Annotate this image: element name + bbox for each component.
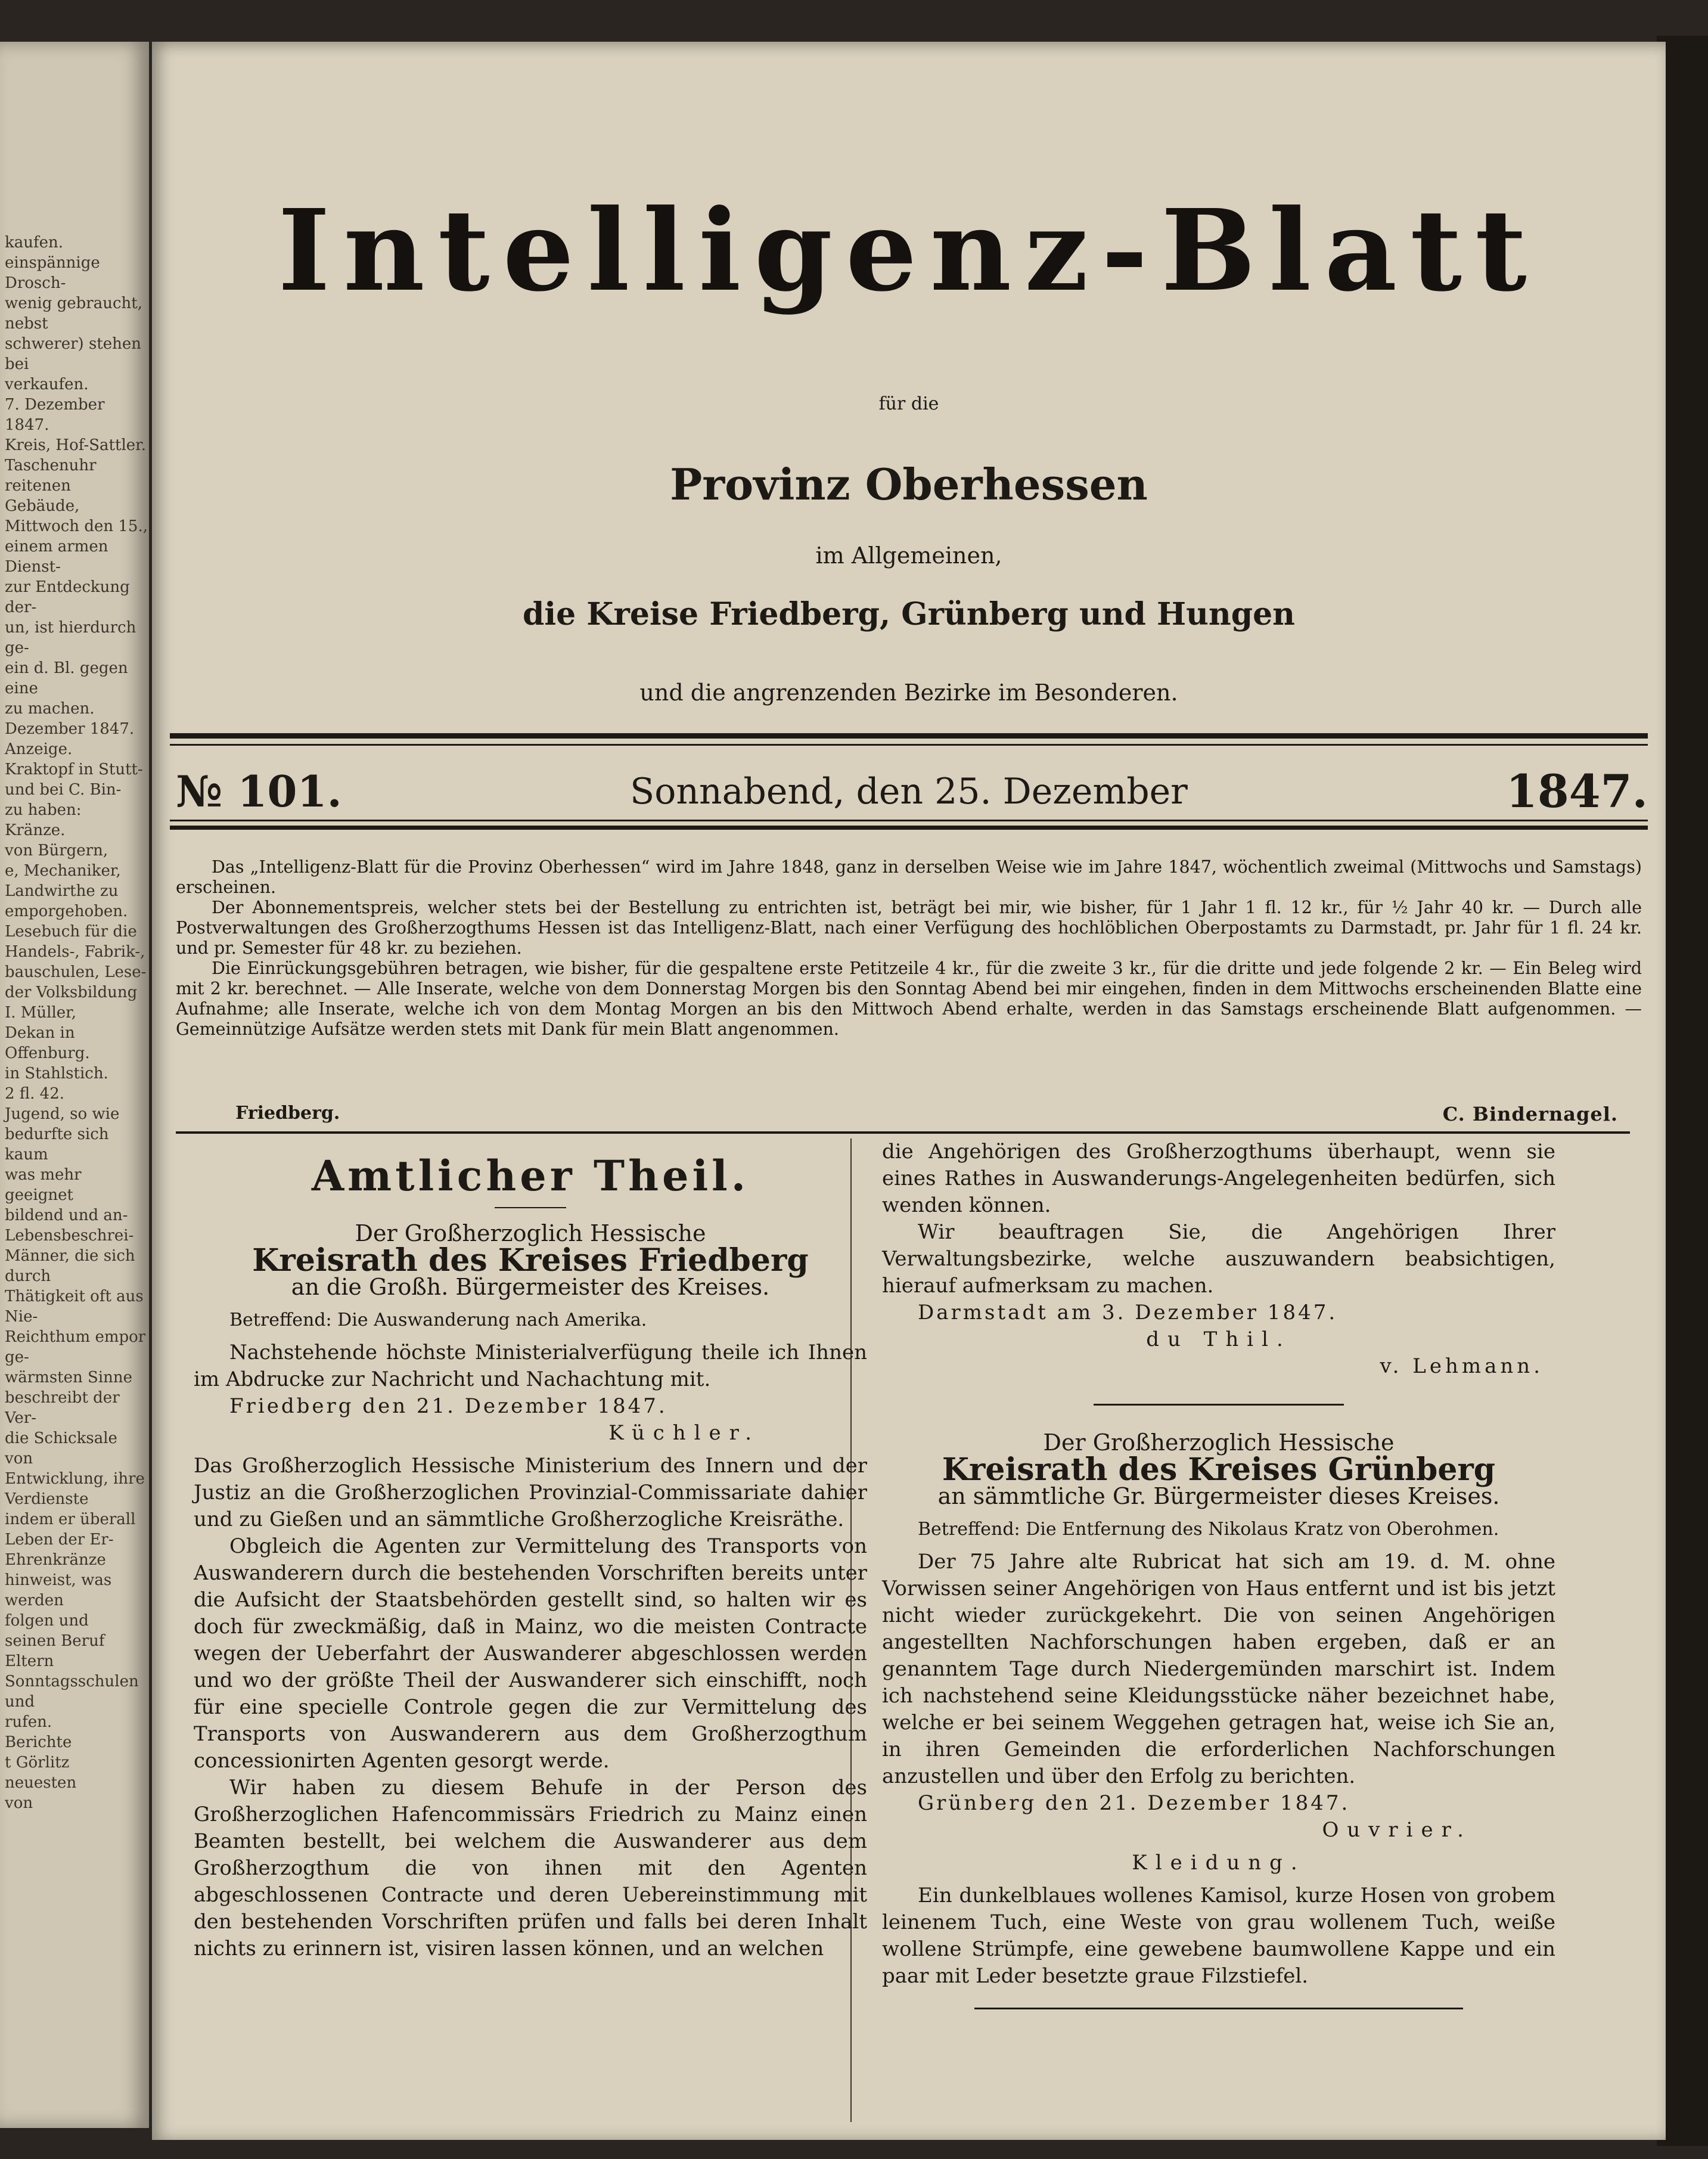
body-paragraph: Der 75 Jahre alte Rubricat hat sich am 19. d. M. ohne Vorwissen seiner Angehörigen von Haus entfernt und ist bis jetzt nicht wieder zurückgekehrt. Die von seinen Angehörigen angestellten Nachforschungen haben ergeben, daß er an genanntem Tage durch Niedergemünden marschirt ist. Indem ich nachstehend seine Kleidungsstücke näher bezeichnet habe, welche er bei seinem Weggehen getragen hat, weise ich Sie an, in ihren Gemeinden die erforderlichen Nachforschungen anzustellen und über den Erfolg zu berichten. (882, 1550, 1555, 1788)
continued-paragraph: die Angehörigen des Großherzogthums überhaupt, wenn sie eines Rathes in Auswanderungs-Angelegenheiten bedürfen, sich wenden können. (882, 1140, 1555, 1217)
notice-place: Friedberg. (235, 1103, 340, 1124)
issue-double-rule (170, 826, 1648, 830)
dateline: Darmstadt am 3. Dezember 1847. (918, 1301, 1338, 1324)
end-rule (974, 2008, 1463, 2009)
masthead-title: Intelligenz-Blatt (278, 185, 1540, 317)
issue-thin-rule (170, 820, 1648, 821)
ministry-paragraph: Das Großherzoglich Hessische Ministerium des Innern und der Justiz an die Großherzoglichen Provinzial-Commissariate dahier und zu Gießen und an sämmtliche Großherzogliche Kreisräthe. (194, 1454, 867, 1531)
betreff-line: Betreffend: Die Entfernung des Nikolaus Kratz von Oberohmen. (918, 1519, 1499, 1540)
heading-rule (495, 1207, 566, 1208)
newspaper-page (152, 42, 1666, 2140)
notice-signature: C. Bindernagel. (1442, 1103, 1618, 1125)
body-paragraph: Wir beauftragen Sie, die Angehörigen Ihrer Verwaltungsbezirke, welche auszuwandern beabsichtigen, hierauf aufmerksam zu machen. (882, 1220, 1555, 1298)
authority-addressee: an die Großh. Bürgermeister des Kreises. (291, 1274, 770, 1300)
right-column (882, 1139, 1555, 2009)
masthead-fuer-die: für die (878, 393, 939, 414)
masthead-kreise: die Kreise Friedberg, Grünberg und Hungen (523, 596, 1295, 632)
masthead-provinz: Provinz Oberhessen (670, 459, 1148, 510)
signer: Ouvrier. (1322, 1818, 1472, 1842)
section-rule (176, 1131, 1630, 1134)
signer: v. Lehmann. (1380, 1354, 1544, 1378)
notice-paragraph: Der Abonnementspreis, welcher stets bei der Bestellung zu entrichten ist, beträgt bei mir, wie bisher, für 1 Jahr 1 fl. 12 kr., für ½ Jahr 40 kr. — Durch alle Postverwaltungen des Großherzogthums Hessen ist das Intelligenz-Blatt, nach einer Verfügung des hochlöblichen Oberpostamts zu Darmstadt, pr. Jahr für 1 fl. 24 kr. und pr. Semester für 48 kr. zu beziehen. (176, 898, 1642, 958)
authority-title: Kreisrath des Kreises Grünberg (942, 1451, 1496, 1488)
facing-page-text: kaufen. einspännige Drosch- wenig gebraucht, nebst schwerer) stehen bei verkaufen. 7. Dezember 1847. Kreis, Hof-Sattler. Taschenuhr reitenen Gebäude, Mittwoch den 15., einem armen Dienst- zur Entdeckung der- un, ist hierdurch ge- ein d. Bl. gegen eine zu machen. Dezember 1847. Anzeige. Kraktopf in Stutt- und bei C. Bin- zu haben: Kränze. von Bürgern, e, Mechaniker, Landwirthe zu emporgehoben. Lesebuch für die Handels-, Fabrik-, bauschulen, Lese- der Volksbildung I. Müller, Dekan in Offenburg. in Stahlstich. 2 fl. 42. Jugend, so wie bedurfte sich kaum was mehr geeignet bildend und an- Lebensbeschrei- Männer, die sich durch Thätigkeit oft aus Nie- Reichthum empor ge- wärmsten Sinne beschreibt der Ver- die Schicksale von Entwicklung, ihre Verdienste indem er überall Leben der Er- Ehrenkränze hinweist, was werden folgen und seinen Beruf Eltern Sonntagsschulen und rufen. Berichte t Görlitz neuesten von (5, 234, 148, 1812)
left-column (194, 1139, 867, 1962)
section-heading: Amtlicher Theil. (311, 1151, 750, 1201)
body-paragraph: Wir haben zu diesem Behufe in der Person des Großherzoglichen Hafencommissärs Friedrich zu Mainz einen Beamten bestellt, bei welchem die Auswanderer aus dem Großherzogthum die von ihnen mit den Agenten abgeschlossenen Contracte und deren Uebereinstimmung mit den bestehenden Vorschriften prüfen und falls bei deren Inhalt nichts zu erinnern ist, visiren lassen können, und an welchen (194, 1776, 867, 1961)
masthead-im-allgemeinen: im Allgemeinen, (815, 542, 1002, 569)
issue-year: 1847. (1506, 765, 1648, 818)
authority-addressee: an sämmtliche Gr. Bürgermeister dieses Kreises. (937, 1483, 1500, 1509)
top-double-rule (170, 733, 1648, 739)
subscription-notice (176, 857, 1642, 1040)
issue-number: № 101. (176, 766, 342, 817)
issue-date: Sonnabend, den 25. Dezember (630, 771, 1188, 812)
clothing-heading: Kleidung. (1132, 1851, 1306, 1875)
body-paragraph: Obgleich die Agenten zur Vermittelung des Transports von Auswanderern durch die bestehenden Vorschriften bereits unter die Aufsicht der Staatsbehörden gestellt sind, so halten wir es doch für zweckmäßig, daß in Mainz, wo die meisten Contracte wegen der Ueberfahrt der Auswanderer abgeschlossen werden und wo der größte Theil der Auswanderer sich einschifft, noch für eine specielle Controle gegen die zur Vermittelung des Transports von Auswanderern aus dem Großherzogthum concessionirten Agenten gesorgt werde. (194, 1534, 867, 1773)
signer: du Thil. (1146, 1327, 1291, 1351)
dateline: Friedberg den 21. Dezember 1847. (229, 1394, 667, 1418)
notice-paragraph: Die Einrückungsgebühren betragen, wie bisher, für die gespaltene erste Petitzeile 4 kr., für die zweite 3 kr., für die dritte und jede folgende 2 kr. — Ein Beleg wird mit 2 kr. berechnet. — Alle Inserate, welche von dem Donnerstag Morgen bis den Sonntag Abend bei mir eingehen, finden in dem Mittwochs erscheinenden Blatte eine Aufnahme; alle Inserate, welche ich von dem Montag Morgen an bis den Mittwoch Abend erhalte, werden in das Samstags erscheinende Blatt aufgenommen. — Gemeinnützige Aufsätze werden stets mit Dank für mein Blatt angenommen. (176, 958, 1642, 1039)
masthead-angrenzend: und die angrenzenden Bezirke im Besonderen. (639, 680, 1178, 706)
signer: Küchler. (608, 1421, 760, 1445)
betreff-line: Betreffend: Die Auswanderung nach Amerika. (229, 1310, 647, 1330)
divider-rule (1094, 1404, 1344, 1406)
intro-paragraph: Nachstehende höchste Ministerialverfügung theile ich Ihnen im Abdrucke zur Nachricht und Nachachtung mit. (194, 1341, 867, 1391)
facing-page-edge (0, 42, 149, 2128)
dateline: Grünberg den 21. Dezember 1847. (918, 1791, 1350, 1815)
authority-line-1: Der Großherzoglich Hessische (355, 1220, 706, 1246)
notice-signature-row (176, 1103, 1618, 1127)
notice-paragraph: Das „Intelligenz-Blatt für die Provinz Oberhessen“ wird im Jahre 1848, ganz in derselben Weise wie im Jahre 1847, wöchentlich zweimal (Mittwochs und Samstags) erscheinen. (176, 857, 1642, 897)
authority-title: Kreisrath des Kreises Friedberg (252, 1242, 809, 1279)
top-thin-rule (170, 744, 1648, 746)
authority-line-1: Der Großherzoglich Hessische (1043, 1429, 1395, 1456)
clothing-description: Ein dunkelblaues wollenes Kamisol, kurze Hosen von grobem leinenem Tuch, eine Weste von grau wollenem Tuch, weiße wollene Strümpfe, eine gewebene baumwollene Kappe und ein paar mit Leder besetzte graue Filzstiefel. (882, 1884, 1555, 1988)
issue-line (152, 760, 1666, 818)
